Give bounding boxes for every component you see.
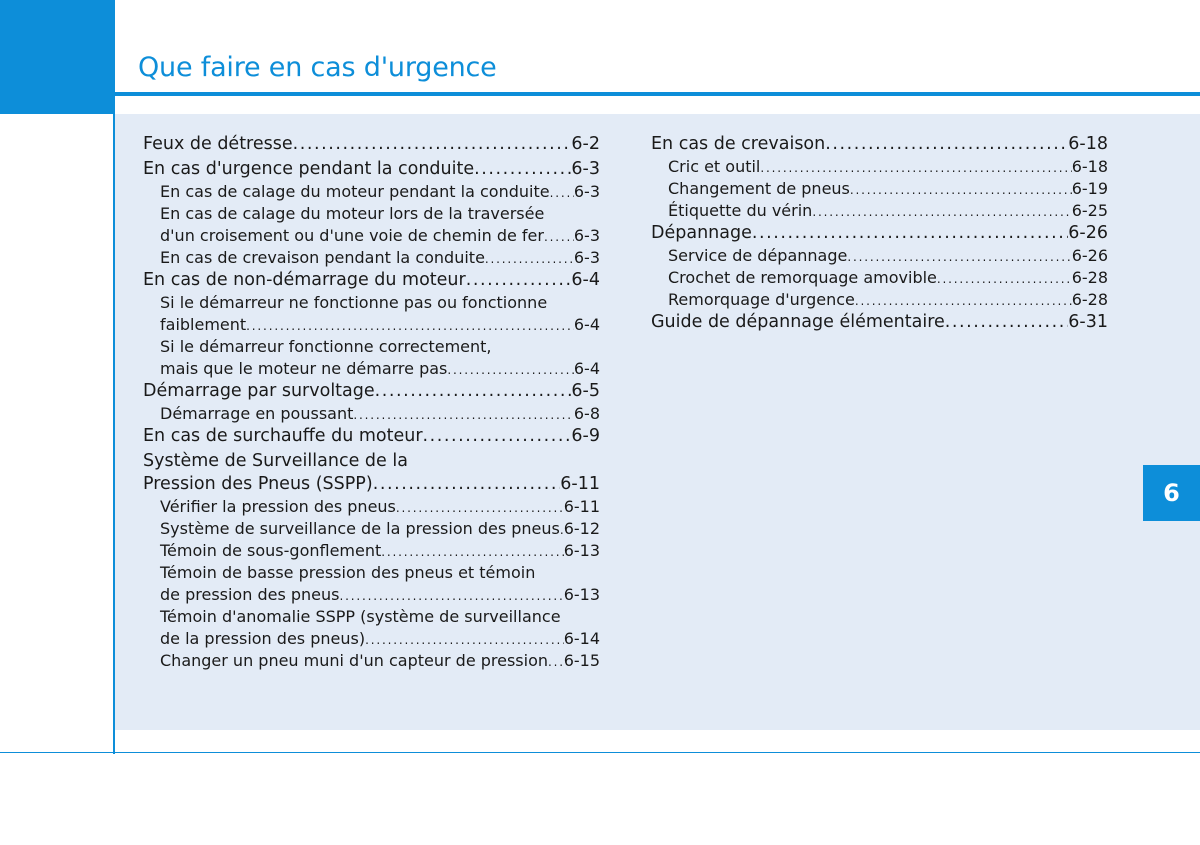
toc-subentry[interactable]	[651, 156, 1108, 178]
toc-entry[interactable]	[651, 311, 1108, 334]
chapter-tab[interactable]: 6	[1143, 465, 1200, 521]
dot-leader	[423, 425, 572, 448]
toc-subentry-page: 6-14	[563, 629, 600, 648]
toc-subentry-label: En cas de crevaison pendant la conduite	[160, 248, 485, 267]
toc-subentry-line[interactable]: Témoin de basse pression des pneus et témoin	[160, 563, 536, 582]
dot-leader	[353, 404, 573, 426]
toc-subentry-page: 6-13	[563, 541, 600, 560]
toc-subentry-line[interactable]: Si le démarreur ne fonctionne pas ou fonctionne	[160, 293, 548, 312]
toc-subentry-label: de pression des pneus	[160, 585, 340, 604]
toc-subentry[interactable]	[143, 225, 600, 247]
dot-leader	[945, 311, 1069, 334]
toc-subentry-page: 6-15	[563, 651, 600, 670]
toc-subentry-label: mais que le moteur ne démarre pas	[160, 359, 448, 378]
toc-subentry-label: de la pression des pneus)	[160, 629, 366, 648]
toc-subentry-page: 6-12	[563, 519, 600, 538]
toc-subentry-page: 6-13	[563, 585, 600, 604]
toc-subentry-page: 6-8	[573, 404, 600, 423]
toc-subentry-label: faiblement	[160, 315, 247, 334]
toc-subentry[interactable]	[143, 181, 600, 203]
toc-entry-page: 6-3	[571, 159, 600, 179]
toc-subentry[interactable]	[651, 178, 1108, 200]
toc-subentry[interactable]	[651, 245, 1108, 267]
toc-subentry[interactable]	[143, 496, 600, 518]
dot-leader	[474, 158, 571, 181]
dot-leader	[485, 248, 574, 270]
dot-leader	[855, 290, 1072, 312]
dot-leader	[339, 585, 563, 607]
toc-entry[interactable]	[651, 133, 1108, 156]
dot-leader	[937, 268, 1072, 290]
left-margin-rule	[113, 114, 115, 754]
toc-subentry-line[interactable]: En cas de calage du moteur lors de la traversée	[160, 204, 545, 223]
header-rule	[115, 92, 1200, 96]
dot-leader	[752, 222, 1068, 245]
dot-leader	[373, 473, 561, 496]
dot-leader	[544, 226, 574, 248]
toc-entry-label: Pression des Pneus (SSPP)	[143, 474, 373, 494]
dot-leader	[550, 182, 574, 204]
dot-leader	[293, 133, 572, 156]
toc-subentry-page: 6-4	[573, 315, 600, 334]
toc-subentry-label: Vérifier la pression des pneus	[160, 497, 396, 516]
dot-leader	[825, 133, 1068, 156]
toc-subentry-label: Changement de pneus	[668, 179, 850, 198]
toc-entry-line[interactable]: Système de Surveillance de la	[143, 451, 408, 471]
dot-leader	[847, 246, 1071, 268]
toc-entry-page: 6-4	[571, 270, 600, 290]
toc-subentry-page: 6-3	[573, 248, 600, 267]
toc-subentry-page: 6-28	[1071, 268, 1108, 287]
toc-entry-page: 6-5	[571, 381, 600, 401]
page-title: Que faire en cas d'urgence	[138, 52, 497, 83]
toc-subentry-label: Service de dépannage	[668, 246, 848, 265]
dot-leader	[466, 269, 572, 292]
toc-entry-label: En cas de crevaison	[651, 134, 826, 154]
toc-entry-label: En cas de non-démarrage du moteur	[143, 270, 466, 290]
toc-subentry[interactable]	[651, 200, 1108, 222]
toc-subentry-page: 6-4	[573, 359, 600, 378]
toc-entry[interactable]	[651, 222, 1108, 245]
dot-leader	[381, 541, 563, 563]
toc-subentry-label: Remorquage d'urgence	[668, 290, 855, 309]
toc-entry-label: Guide de dépannage élémentaire	[651, 312, 945, 332]
toc-subentry-label: Démarrage en poussant	[160, 404, 354, 423]
toc-entry[interactable]	[143, 158, 600, 181]
toc-subentry-label: Système de surveillance de la pression des pneus	[160, 519, 560, 538]
dot-leader	[365, 629, 564, 651]
toc-subentry[interactable]	[143, 314, 600, 336]
toc-subentry-label: Changer un pneu muni d'un capteur de pression	[160, 651, 549, 670]
toc-subentry-page: 6-19	[1071, 179, 1108, 198]
dot-leader	[812, 201, 1071, 223]
toc-subentry-label: Cric et outil	[668, 157, 761, 176]
toc-subentry[interactable]	[651, 267, 1108, 289]
toc-subentry[interactable]	[143, 650, 600, 672]
dot-leader	[246, 315, 574, 337]
toc-entry-page: 6-31	[1068, 312, 1108, 332]
toc-entry[interactable]	[143, 133, 600, 156]
toc-subentry-label: d'un croisement ou d'une voie de chemin de fer	[160, 226, 544, 245]
toc-right-column	[651, 133, 1108, 334]
toc-subentry-label: Crochet de remorquage amovible	[668, 268, 937, 287]
toc-subentry-page: 6-28	[1071, 290, 1108, 309]
toc-subentry-label: En cas de calage du moteur pendant la conduite	[160, 182, 550, 201]
toc-subentry[interactable]	[143, 518, 600, 540]
header-corner-block	[0, 0, 115, 114]
dot-leader	[760, 157, 1071, 179]
toc-entry-page: 6-2	[571, 134, 600, 154]
toc-subentry-page: 6-11	[563, 497, 600, 516]
dot-leader	[850, 179, 1072, 201]
toc-subentry[interactable]	[143, 540, 600, 562]
toc-entry[interactable]	[143, 473, 600, 496]
toc-entry-label: Feux de détresse	[143, 134, 293, 154]
dot-leader	[548, 651, 564, 673]
footer-rule	[0, 752, 1200, 753]
toc-subentry[interactable]	[143, 358, 600, 380]
toc-entry-label: Démarrage par survoltage	[143, 381, 375, 401]
toc-subentry-page: 6-3	[573, 226, 600, 245]
toc-entry-page: 6-18	[1068, 134, 1108, 154]
dot-leader	[447, 359, 573, 381]
dot-leader	[375, 380, 572, 403]
toc-entry-label: En cas de surchauffe du moteur	[143, 426, 423, 446]
toc-subentry[interactable]	[143, 628, 600, 650]
toc-entry[interactable]	[143, 425, 600, 448]
toc-entry-label: En cas d'urgence pendant la conduite	[143, 159, 475, 179]
toc-subentry-label: Étiquette du vérin	[668, 201, 813, 220]
toc-entry-page: 6-9	[571, 426, 600, 446]
toc-subentry-page: 6-18	[1071, 157, 1108, 176]
toc-subentry[interactable]	[143, 247, 600, 269]
toc-subentry-label: Témoin de sous-gonflement	[160, 541, 382, 560]
toc-subentry-line[interactable]: Si le démarreur fonctionne correctement,	[160, 337, 492, 356]
toc-subentry[interactable]	[143, 403, 600, 425]
toc-subentry-page: 6-3	[573, 182, 600, 201]
toc-subentry-line[interactable]: Témoin d'anomalie SSPP (système de surveillance	[160, 607, 561, 626]
toc-left-column	[143, 133, 600, 672]
toc-entry[interactable]	[143, 269, 600, 292]
dot-leader	[396, 497, 564, 519]
toc-entry-page: 6-11	[560, 474, 600, 494]
toc-entry[interactable]	[143, 380, 600, 403]
toc-subentry-page: 6-25	[1071, 201, 1108, 220]
toc-entry-label: Dépannage	[651, 223, 752, 243]
toc-subentry[interactable]	[143, 584, 600, 606]
toc-subentry[interactable]	[651, 289, 1108, 311]
toc-entry-page: 6-26	[1068, 223, 1108, 243]
toc-subentry-page: 6-26	[1071, 246, 1108, 265]
